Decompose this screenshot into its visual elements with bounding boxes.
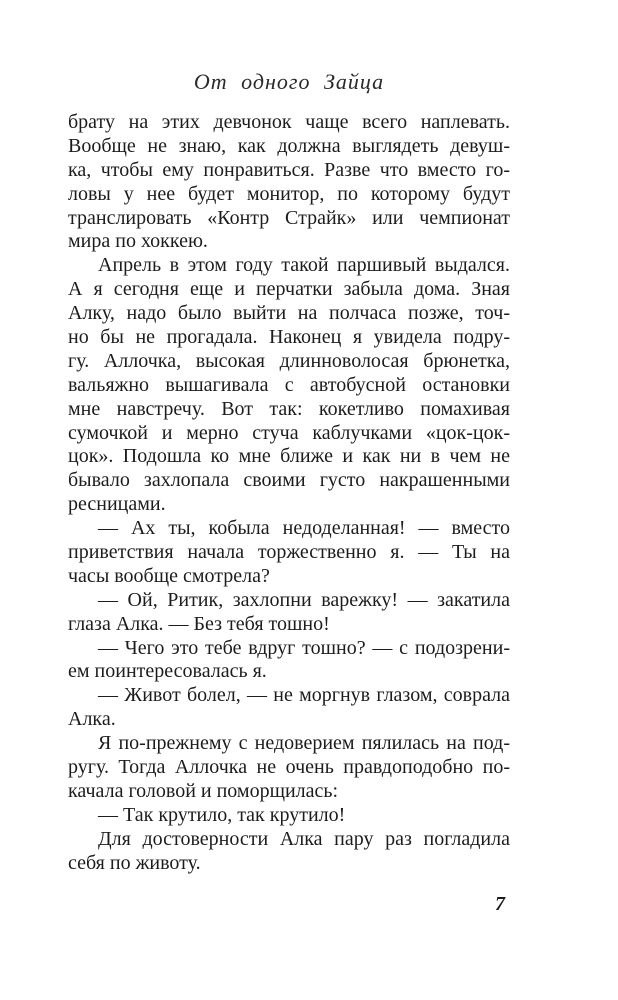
page-number: 7 [495, 893, 505, 915]
text-line: цок». Подошла ко мне ближе и как ни в чем не [68, 445, 510, 468]
text-line: — Так крутило, так крутило! [98, 803, 346, 826]
paragraph [68, 684, 510, 732]
text-line: — Ах ты, кобыла недоделанная! — вместо [98, 517, 510, 540]
text-line: глаза Алка. — Без тебя тошно! [68, 612, 330, 635]
paragraph [68, 517, 510, 589]
text-line: Вообще не знаю, как должна выглядеть девуш- [68, 134, 510, 157]
text-line: ка, чтобы ему понравиться. Разве что вместо го- [68, 158, 510, 181]
text-line: Алку, надо было выйти на полчаса позже, точ- [68, 302, 510, 325]
text-line: но бы не прогадала. Наконец я увидела подру- [68, 326, 510, 349]
text-line: А я сегодня еще и перчатки забыла дома. Зная [68, 278, 510, 301]
text-line: сумочкой и мерно стуча каблучками «цок-цок- [68, 421, 510, 444]
paragraph [68, 828, 510, 876]
text-line: мне навстречу. Вот так: кокетливо помахивая [68, 397, 510, 420]
text-line: ресницами. [68, 493, 166, 516]
text-line: приветствия начала торжественно я. — Ты на [68, 541, 510, 564]
text-line: Алка. [68, 708, 116, 731]
text-line: — Живот болел, — не моргнув глазом, соврала [98, 684, 510, 707]
text-line: Для достоверности Алка пару раз погладила [98, 827, 510, 850]
text-line: ругу. Тогда Аллочка не очень правдоподобно по- [68, 756, 510, 779]
text-line: часы вообще смотрела? [68, 564, 270, 587]
text-line: мира по хоккею. [68, 230, 208, 253]
text-line: — Ой, Ритик, захлопни варежку! — закатила [98, 588, 510, 611]
paragraph [68, 732, 510, 804]
paragraph [68, 111, 510, 254]
text-line: качала головой и поморщилась: [68, 779, 339, 802]
text-line: ловы у нее будет монитор, по которому будут [68, 182, 510, 205]
text-line: транслировать «Контр Страйк» или чемпионат [68, 206, 510, 229]
paragraph [68, 589, 510, 637]
text-block [68, 111, 510, 876]
text-line: себя по животу. [68, 851, 201, 874]
running-head: От одного Зайца [193, 69, 385, 94]
text-line: Я по-прежнему с недоверием пялилась на под- [98, 732, 510, 755]
text-line: Апрель в этом году такой паршивый выдался. [98, 254, 510, 277]
paragraph [68, 804, 510, 828]
text-line: ем поинтересовалась я. [68, 660, 267, 683]
text-line: брату на этих девчонок чаще всего наплевать. [68, 111, 510, 133]
text-line: бывало захлопала своими густо накрашенными [68, 469, 510, 492]
text-line: гу. Аллочка, высокая длинноволосая брюнетка, [68, 349, 510, 372]
paragraph [68, 637, 510, 685]
paragraph [68, 254, 510, 517]
text-line: — Чего это тебе вдруг тошно? — с подозрени- [98, 636, 510, 659]
text-line: вальяжно вышагивала с автобусной остановки [68, 373, 510, 396]
